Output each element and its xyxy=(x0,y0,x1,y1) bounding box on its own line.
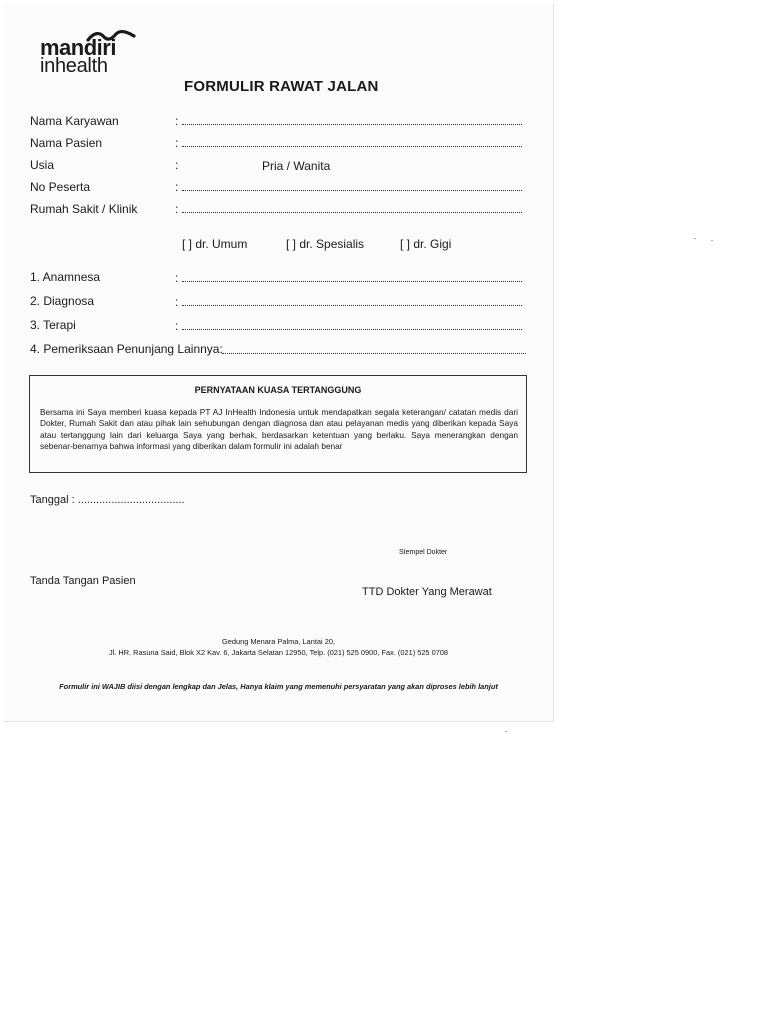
label-anamnesa: 1. Anamnesa xyxy=(30,270,101,284)
colon: : xyxy=(175,180,179,194)
scanned-form-page xyxy=(4,4,554,722)
checkbox-dr-gigi[interactable]: [ ] dr. Gigi xyxy=(400,237,452,251)
label-nama-karyawan: Nama Karyawan xyxy=(30,114,119,128)
colon: : xyxy=(175,136,179,150)
label-usia: Usia xyxy=(30,158,55,172)
colon: : xyxy=(175,202,179,216)
label-no-peserta: No Peserta xyxy=(30,180,91,194)
field-rumah-sakit[interactable] xyxy=(182,212,522,213)
form-title: FORMULIR RAWAT JALAN xyxy=(184,78,379,95)
statement-title: PERNYATAAN KUASA TERTANGGUNG xyxy=(194,385,362,395)
field-no-peserta[interactable] xyxy=(182,190,522,191)
footer-note: Formulir ini WAJIB diisi dengan lengkap dan Jelas, Hanya klaim yang memenuhi persyaratan yang akan diproses lebih lanjut xyxy=(59,682,498,691)
stempel-dokter-label: Stempel Dokter xyxy=(399,549,448,556)
label-nama-pasien: Nama Pasien xyxy=(30,136,103,150)
address-line-1: Gedung Menara Palma, Lantai 20, xyxy=(222,637,335,646)
tanda-tangan-pasien-label: Tanda Tangan Pasien xyxy=(30,575,136,587)
field-nama-karyawan[interactable] xyxy=(182,124,522,125)
logo-mandiri: mandiri xyxy=(40,35,116,60)
field-penunjang[interactable] xyxy=(222,353,526,354)
gender-options[interactable]: Pria / Wanita xyxy=(262,159,331,173)
field-diagnosa[interactable] xyxy=(182,305,522,306)
field-nama-pasien[interactable] xyxy=(182,146,522,147)
field-terapi[interactable] xyxy=(182,329,522,330)
label-diagnosa: 2. Diagnosa xyxy=(30,294,95,308)
ttd-dokter-label: TTD Dokter Yang Merawat xyxy=(362,586,492,598)
checkbox-dr-umum[interactable]: [ ] dr. Umum xyxy=(182,237,248,251)
colon: : xyxy=(175,158,179,172)
colon: : xyxy=(175,295,179,309)
colon: : xyxy=(175,271,179,285)
logo-inhealth: inhealth xyxy=(40,55,108,77)
tanggal-field[interactable]: Tanggal : ................................... xyxy=(30,494,185,506)
field-anamnesa[interactable] xyxy=(182,281,522,282)
statement-box xyxy=(29,375,527,473)
colon: : xyxy=(175,319,179,333)
label-penunjang: 4. Pemeriksaan Penunjang Lainnya: xyxy=(30,342,223,356)
label-terapi: 3. Terapi xyxy=(30,318,76,332)
checkbox-dr-spesialis[interactable]: [ ] dr. Spesialis xyxy=(286,237,365,251)
scan-speck xyxy=(694,238,696,239)
label-rumah-sakit: Rumah Sakit / Klinik xyxy=(30,202,138,216)
colon: : xyxy=(175,114,179,128)
scan-speck xyxy=(711,240,713,241)
address-line-2: Jl. HR. Rasuna Said, Blok X2 Kav. 6, Jakarta Selatan 12950, Telp. (021) 525 0900, Fax. (021) 525 0708 xyxy=(108,648,449,657)
scan-speck xyxy=(505,731,507,732)
statement-text: Bersama ini Saya memberi kuasa kepada PT AJ InHealth Indonesia untuk mendapatkan segala keterangan/ catatan medis dari Dokter, Rumah Sakit dan atau pihak lain sehubungan dengan diagnosa dan atau pelayanan medis yang diberikan kepada Saya atau tertanggung lain dari keluarga Saya yang berhak, berdasarkan ketentuan yang berlaku. Saya menerangkan dengan sebenar-benarnya bahwa informasi yang diberikan dalam formulir ini adalah benar xyxy=(40,407,518,452)
